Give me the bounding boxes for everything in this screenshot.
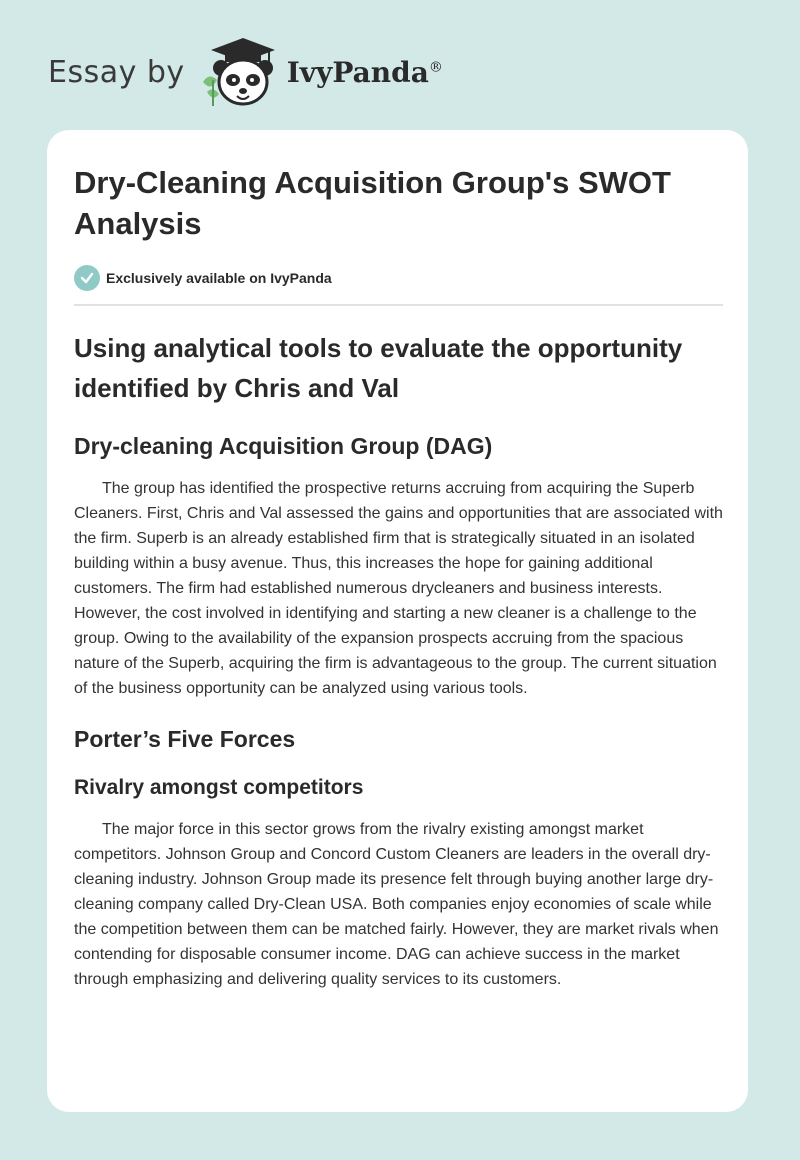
- page-title: Dry-Cleaning Acquisition Group's SWOT Analysis: [74, 165, 671, 241]
- section-heading-main: Using analytical tools to evaluate the opportunity identified by Chris and Val: [74, 333, 683, 403]
- badge-text: Exclusively available on IvyPanda: [106, 270, 332, 286]
- paragraph-rivalry: The major force in this sector grows from the rivalry existing amongst market competitors. Johnson Group and Concord Custom Cleaners are leaders in the overall dry-cleaning industry. Johnson Group made its presence felt through buying another large dry-cleaning company called Dry-Clean USA. Both companies enjoy economies of scale while the competition between them can be matched fairly. However, they are market rivals when contending for disposable consumer income. DAG can achieve success in the market through emphasizing and delivering quality services to its customers.: [74, 821, 719, 988]
- check-circle-icon: [74, 265, 100, 291]
- registered-mark: ®: [428, 59, 443, 76]
- brand-name[interactable]: IvyPanda®: [286, 55, 443, 89]
- document-card: [47, 130, 748, 1112]
- panda-graduate-icon[interactable]: [199, 36, 281, 108]
- section-heading-rivalry: Rivalry amongst competitors: [74, 776, 364, 799]
- section-heading-dag: Dry-cleaning Acquisition Group (DAG): [74, 433, 493, 459]
- brand-prefix: Essay by: [48, 54, 185, 90]
- paragraph-dag: The group has identified the prospective returns accruing from acquiring the Superb Cleaners. First, Chris and Val assessed the gains and opportunities that are associated with the firm. Superb is an already established firm that is strategically situated in an isolated building within a busy avenue. Thus, this increases the hope for gaining additional customers. The firm had established numerous drycleaners and business interests. However, the cost involved in identifying and starting a new cleaner is a challenge to the group. Owing to the availability of the expansion prospects accruing from the spacious nature of the Superb, acquiring the firm is advantageous to the group. The current situation of the business opportunity can be analyzed using various tools.: [74, 480, 723, 697]
- divider: [74, 304, 723, 306]
- exclusive-badge: [74, 264, 721, 292]
- section-heading-porter: Porter’s Five Forces: [74, 726, 296, 752]
- brand-header: [48, 36, 443, 108]
